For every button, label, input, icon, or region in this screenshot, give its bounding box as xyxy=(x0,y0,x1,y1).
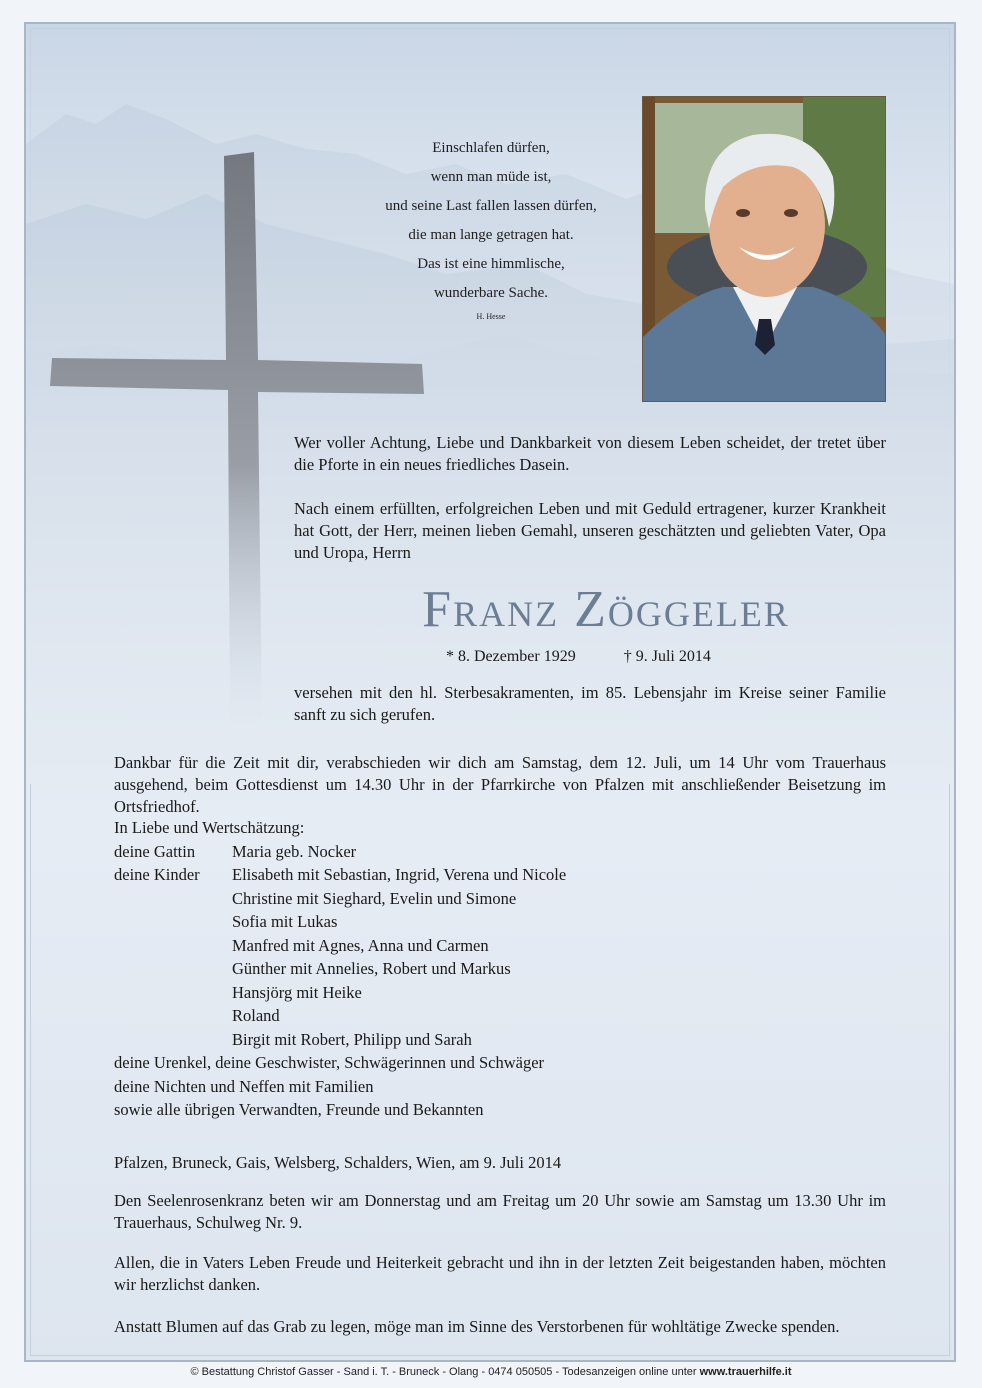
footer-text: © Bestattung Christof Gasser - Sand i. T. - Bruneck - Olang - 0474 050505 - Todesanzeigen online unter xyxy=(190,1366,700,1378)
children-row xyxy=(114,863,914,887)
wife-role: deine Gattin xyxy=(114,841,196,861)
child-entry: Christine mit Sieghard, Evelin und Simone xyxy=(232,888,517,908)
other-mourners: sowie alle übrigen Verwandten, Freunde und Bekannten xyxy=(114,1100,484,1119)
mourners-list xyxy=(114,816,914,1122)
intro-paragraph-2: Nach einem erfüllten, erfolgreichen Leben und mit Geduld ertragener, kurzer Krankheit hat Gott, der Herr, meinen lieben Gemahl, unseren geschätzten und geliebten Vater, Opa und Uropa, Herrn xyxy=(294,499,886,562)
poem-line: Das ist eine himmlische, xyxy=(417,256,565,272)
child-entry: Elisabeth mit Sebastian, Ingrid, Verena und Nicole xyxy=(232,865,567,884)
poem-author: H. Hesse xyxy=(476,312,506,321)
wife-name: Maria geb. Nocker xyxy=(232,841,357,861)
birth-date: * 8. Dezember 1929 xyxy=(446,648,576,665)
obituary-card xyxy=(24,22,956,1362)
places-date: Pfalzen, Bruneck, Gais, Welsberg, Schalders, Wien, am 9. Juli 2014 xyxy=(114,1153,562,1172)
child-entry: Hansjörg mit Heike xyxy=(232,982,362,1002)
footer xyxy=(0,1366,982,1378)
rosary-paragraph: Den Seelenrosenkranz beten wir am Donnerstag und am Freitag um 20 Uhr sowie am Samstag um 13.30 Uhr im Trauerhaus, Schulweg Nr. 9. xyxy=(114,1191,886,1232)
poem-line: wunderbare Sache. xyxy=(433,285,549,301)
poem-line: Einschlafen dürfen, xyxy=(432,140,550,156)
child-entry: Manfred mit Agnes, Anna und Carmen xyxy=(232,935,489,955)
funeral-paragraph: Dankbar für die Zeit mit dir, verabschieden wir dich am Samstag, dem 12. Juli, um 14 Uhr vom Trauerhaus ausgehend, beim Gottesdienst um 14.30 Uhr in der Pfarrkirche von Pfalzen mit anschließender Beisetzung im Ortsfriedhof. xyxy=(114,753,886,816)
child-entry: Roland xyxy=(232,1006,280,1025)
intro-paragraph-1: Wer voller Achtung, Liebe und Dankbarkeit von diesem Leben scheidet, der tretet über die Pforte in ein neues friedliches Dasein. xyxy=(294,433,886,474)
other-mourners: deine Nichten und Neffen mit Familien xyxy=(114,1076,374,1096)
flowers-paragraph: Anstatt Blumen auf das Grab zu legen, möge man im Sinne des Verstorbenen für wohltätige Zwecke spenden. xyxy=(114,1317,840,1336)
footer-link[interactable]: www.trauerhilfe.it xyxy=(699,1366,792,1378)
sacraments-paragraph: versehen mit den hl. Sterbesakramenten, im 85. Lebensjahr im Kreise seiner Familie sanft zu sich gerufen. xyxy=(294,683,886,724)
poem-line: und seine Last fallen lassen dürfen, xyxy=(385,198,597,214)
children-role: deine Kinder xyxy=(114,865,200,884)
poem-line: die man lange getragen hat. xyxy=(408,227,574,243)
death-date: † 9. Juli 2014 xyxy=(623,648,711,665)
thanks-paragraph: Allen, die in Vaters Leben Freude und Heiterkeit gebracht und ihn in der letzten Zeit beigestanden haben, möchten wir herzlichst danken. xyxy=(114,1253,886,1294)
mourners-heading: In Liebe und Wertschätzung: xyxy=(114,818,305,837)
wife-row xyxy=(114,840,914,864)
life-dates xyxy=(446,646,806,668)
deceased-name: Franz Zöggeler xyxy=(422,581,790,638)
poem-line: wenn man müde ist, xyxy=(430,169,552,185)
poem xyxy=(326,134,656,324)
child-entry: Günther mit Annelies, Robert und Markus xyxy=(232,959,511,978)
child-entry: Sofia mit Lukas xyxy=(232,912,338,931)
portrait-photo xyxy=(642,96,886,402)
child-entry: Birgit mit Robert, Philipp und Sarah xyxy=(232,1029,472,1049)
other-mourners: deine Urenkel, deine Geschwister, Schwägerinnen und Schwäger xyxy=(114,1053,545,1072)
